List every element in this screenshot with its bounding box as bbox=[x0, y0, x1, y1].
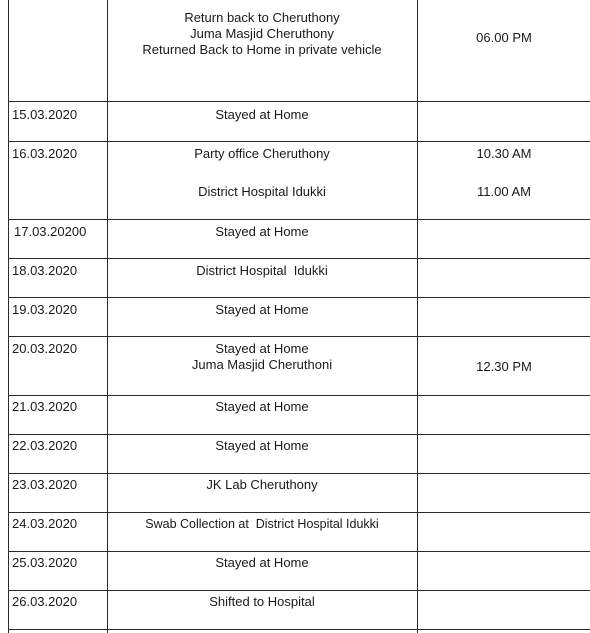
table-row-10-date: 24.03.2020 bbox=[12, 516, 78, 531]
row-divider bbox=[8, 336, 590, 337]
table-row-9-date: 23.03.2020 bbox=[12, 477, 78, 492]
place-line: Stayed at Home bbox=[215, 341, 309, 356]
place-line: Juma Masjid Cheruthony bbox=[190, 26, 334, 41]
row-divider bbox=[8, 297, 590, 298]
row-divider bbox=[8, 551, 590, 552]
table-row-5-place: Stayed at Home bbox=[215, 302, 309, 317]
table-row-2-time-a: 10.30 AM bbox=[476, 146, 532, 161]
table-row-11-date: 25.03.2020 bbox=[12, 555, 78, 570]
table-row-4-place: District Hospital Idukki bbox=[196, 263, 328, 278]
table-row-7-place: Stayed at Home bbox=[215, 399, 309, 414]
row-divider bbox=[8, 141, 590, 142]
table-row-6-place bbox=[108, 341, 416, 373]
row-divider bbox=[8, 395, 590, 396]
table-row-0-place bbox=[108, 10, 416, 58]
table-row-8-date: 22.03.2020 bbox=[12, 438, 78, 453]
table-row-10-place: Swab Collection at District Hospital Idukki bbox=[145, 517, 379, 531]
table-row-6-date: 20.03.2020 bbox=[12, 341, 78, 356]
table-row-0-time: 06.00 PM bbox=[476, 30, 532, 45]
table-border-col2 bbox=[417, 0, 418, 633]
table-row-5-date: 19.03.2020 bbox=[12, 302, 78, 317]
row-divider bbox=[8, 512, 590, 513]
table-row-2-date: 16.03.2020 bbox=[12, 146, 78, 161]
table-row-8-place: Stayed at Home bbox=[215, 438, 309, 453]
table-row-9-place: JK Lab Cheruthony bbox=[206, 477, 318, 492]
table-row-2-place-b: District Hospital Idukki bbox=[198, 184, 326, 199]
row-divider bbox=[8, 590, 590, 591]
row-divider bbox=[8, 258, 590, 259]
row-divider bbox=[8, 434, 590, 435]
table-row-3-date: 17.03.20200 bbox=[14, 224, 87, 239]
place-line: Returned Back to Home in private vehicle bbox=[142, 42, 382, 57]
table-row-4-date: 18.03.2020 bbox=[12, 263, 78, 278]
place-line: Juma Masjid Cheruthoni bbox=[191, 357, 333, 372]
row-divider bbox=[8, 629, 590, 630]
table-row-3-place: Stayed at Home bbox=[215, 224, 309, 239]
row-divider bbox=[8, 219, 590, 220]
table-border-left bbox=[8, 0, 9, 633]
table-row-2-place-a: Party office Cheruthony bbox=[194, 146, 330, 161]
table-row-12-place: Shifted to Hospital bbox=[209, 594, 315, 609]
table-row-11-place: Stayed at Home bbox=[215, 555, 309, 570]
table-row-7-date: 21.03.2020 bbox=[12, 399, 78, 414]
table-row-12-date: 26.03.2020 bbox=[12, 594, 78, 609]
place-line: Return back to Cheruthony bbox=[184, 10, 340, 25]
row-divider bbox=[8, 101, 590, 102]
row-divider bbox=[8, 473, 590, 474]
table-row-1-place: Stayed at Home bbox=[215, 107, 309, 122]
table-row-1-date: 15.03.2020 bbox=[12, 107, 78, 122]
table-row-2-time-b: 11.00 AM bbox=[477, 184, 531, 199]
table-row-6-time: 12.30 PM bbox=[476, 359, 532, 374]
